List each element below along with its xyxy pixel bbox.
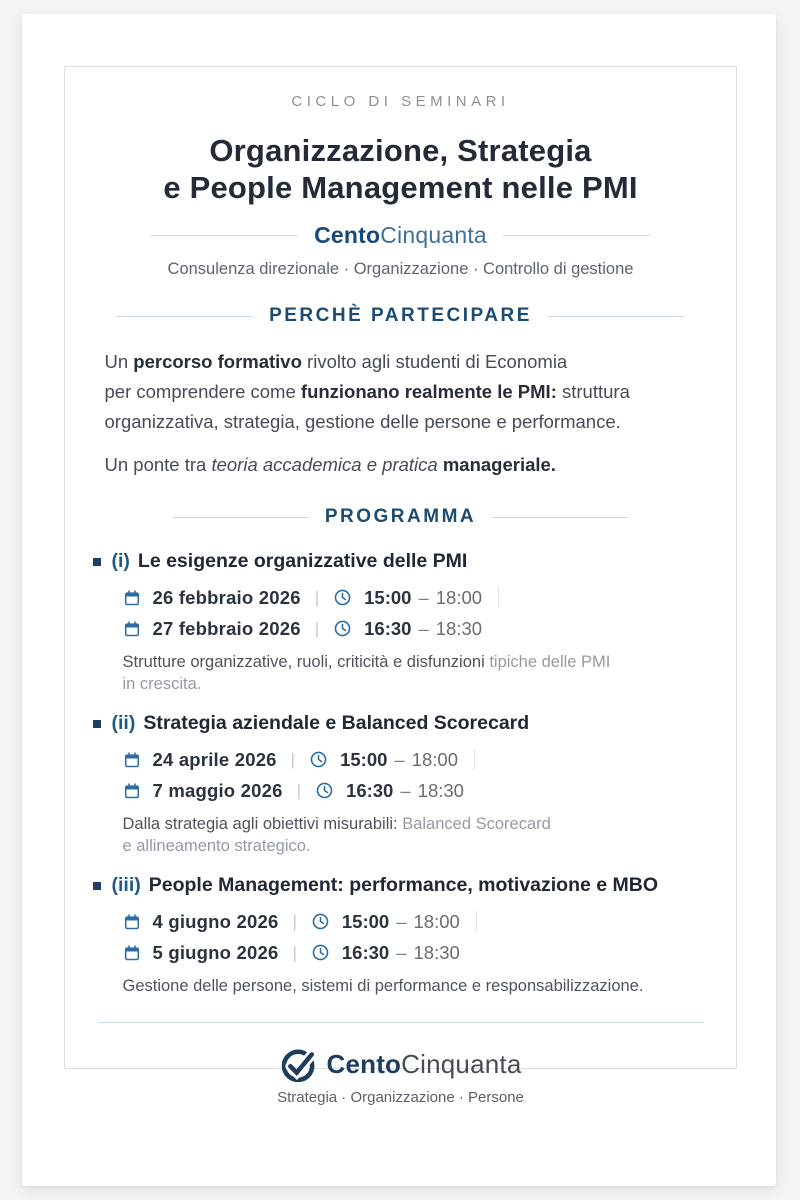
calendar-icon (123, 944, 141, 962)
why-p1-text4: struttura (556, 381, 630, 402)
pipe-separator: | (314, 618, 320, 638)
time-dash: – (396, 941, 407, 963)
time-dash: – (418, 617, 429, 639)
desc-dark: Gestione delle persone, sistemi di performance e responsabilizzazione. (122, 977, 644, 995)
session-end-time: 18:00 (435, 586, 483, 608)
program-item-2-numeral: (ii) (111, 712, 136, 734)
brand-name-cinquanta: Cinquanta (380, 222, 487, 248)
program-section-title: PROGRAMMA (324, 506, 477, 527)
program-list (93, 550, 709, 997)
why-rule-right (548, 316, 684, 317)
program-item-1-numeral: (i) (111, 550, 130, 572)
pipe-separator: | (290, 749, 296, 769)
session-start-time: 16:30 (364, 617, 412, 639)
program-rule-left (173, 517, 309, 518)
session-row (123, 937, 709, 968)
session-start-time: 15:00 (341, 910, 390, 932)
session-start-time: 15:00 (340, 748, 388, 770)
program-item-3 (93, 874, 709, 997)
program-item-1-title: Le esigenze organizzative delle PMI (137, 550, 468, 572)
why-p1-text2: rivolto agli studenti di Economia (301, 351, 568, 372)
session-date: 26 febbraio 2026 (152, 586, 301, 608)
session-row (123, 775, 709, 806)
why-p1-text: Un (104, 351, 134, 372)
program-item-1-heading (93, 550, 709, 573)
session-date: 5 giugno 2026 (152, 941, 279, 963)
session-date: 24 aprile 2026 (152, 748, 277, 770)
why-paragraph-2 (105, 450, 697, 480)
session-start-time: 16:30 (341, 941, 390, 963)
why-p2-bold: manageriale. (437, 454, 556, 475)
clock-icon (311, 943, 330, 962)
clock-icon (311, 912, 330, 931)
check-circle-icon (279, 1044, 319, 1084)
brand-name (314, 222, 487, 249)
footer-brand-cento: Cento (326, 1048, 402, 1079)
time-dash: – (394, 748, 405, 770)
clock-icon (315, 781, 334, 800)
kicker-text: CICLO DI SEMINARI (291, 93, 510, 110)
desc-dark: Strutture organizzative, ruoli, criticità e disfunzioni (122, 653, 490, 671)
session-start-time: 16:30 (346, 779, 394, 801)
row-end-tick (498, 587, 499, 608)
session-row (123, 582, 709, 613)
program-item-2-heading (93, 712, 709, 735)
program-item-2 (93, 712, 709, 857)
program-item-3-heading (93, 874, 709, 897)
footer-brand-name (326, 1049, 521, 1080)
why-p1-bold2: funzionano realmente le PMI: (300, 381, 557, 402)
session-row (123, 744, 709, 775)
program-item-3-title: People Management: performance, motivazione e MBO (148, 874, 659, 896)
session-start-time: 15:00 (364, 586, 412, 608)
why-paragraph-1 (105, 347, 697, 437)
row-end-tick (474, 749, 475, 770)
program-item-1-sessions (123, 582, 709, 644)
why-rule-left (117, 316, 253, 317)
square-bullet-icon (93, 558, 101, 566)
program-section-header (65, 506, 736, 528)
page-title (65, 132, 736, 206)
brand-rule-right (503, 235, 651, 236)
desc-light: e allineamento strategico. (122, 837, 311, 855)
row-end-tick (476, 911, 477, 932)
calendar-icon (123, 751, 141, 769)
calendar-icon (123, 620, 141, 638)
footer-logo (65, 1044, 736, 1084)
time-dash: – (396, 910, 407, 932)
clock-icon (333, 619, 352, 638)
calendar-icon (123, 589, 141, 607)
session-row (123, 906, 709, 937)
why-section-header (65, 305, 736, 327)
clock-icon (333, 588, 352, 607)
why-p1-text3: per comprendere come (104, 381, 301, 402)
why-p2-text: Un ponte tra (104, 454, 212, 475)
calendar-icon (123, 782, 141, 800)
program-item-2-sessions (123, 744, 709, 806)
pipe-separator: | (296, 780, 302, 800)
program-rule-right (492, 517, 628, 518)
desc-light: in crescita. (122, 675, 202, 693)
square-bullet-icon (93, 882, 101, 890)
session-end-time: 18:30 (417, 779, 464, 801)
footer-divider (98, 1022, 704, 1023)
brand-subtitle: Consulenza direzionale · Organizzazione · Controllo di gestione (167, 260, 634, 278)
session-end-time: 18:00 (413, 910, 460, 932)
why-p2-italic: teoria accademica e pratica (211, 454, 438, 475)
why-p1-text5: organizzativa, strategia, gestione delle persone e performance. (104, 411, 621, 432)
brand-rule-left (150, 235, 298, 236)
flyer-card (22, 14, 776, 1186)
program-item-1-description (123, 651, 709, 695)
why-body (105, 347, 697, 480)
time-dash: – (400, 779, 411, 801)
session-end-time: 18:30 (435, 617, 483, 639)
flyer-inner-frame (64, 66, 737, 1106)
session-end-time: 18:00 (411, 748, 459, 770)
session-date: 7 maggio 2026 (152, 779, 283, 801)
desc-light: Balanced Scorecard (402, 815, 551, 833)
session-row (123, 613, 709, 644)
session-date: 4 giugno 2026 (152, 910, 279, 932)
desc-light: tipiche delle PMI (489, 653, 611, 671)
why-p1-bold1: percorso formativo (133, 351, 302, 372)
session-date: 27 febbraio 2026 (152, 617, 301, 639)
pipe-separator: | (314, 587, 320, 607)
pipe-separator: | (292, 942, 297, 962)
desc-dark: Dalla strategia agli obiettivi misurabili: (122, 815, 403, 833)
page-title-line1: Organizzazione, Strategia (209, 133, 592, 168)
program-item-1 (93, 550, 709, 695)
footer-tagline: Strategia · Organizzazione · Persone (277, 1089, 524, 1106)
clock-icon (309, 750, 328, 769)
program-item-3-sessions (123, 906, 709, 968)
brand-header-row (65, 222, 736, 249)
program-item-3-description (123, 975, 709, 997)
time-dash: – (418, 586, 429, 608)
session-end-time: 18:30 (413, 941, 460, 963)
program-item-2-description (123, 813, 709, 857)
pipe-separator: | (292, 911, 297, 931)
brand-name-cento: Cento (314, 222, 381, 248)
square-bullet-icon (93, 720, 101, 728)
why-section-title: PERCHÈ PARTECIPARE (269, 305, 532, 326)
program-item-2-title: Strategia aziendale e Balanced Scorecard (143, 712, 530, 734)
calendar-icon (123, 913, 141, 931)
program-item-3-numeral: (iii) (111, 874, 141, 896)
page-title-line2: e People Management nelle PMI (163, 170, 638, 205)
footer-brand-cinquanta: Cinquanta (401, 1048, 522, 1079)
